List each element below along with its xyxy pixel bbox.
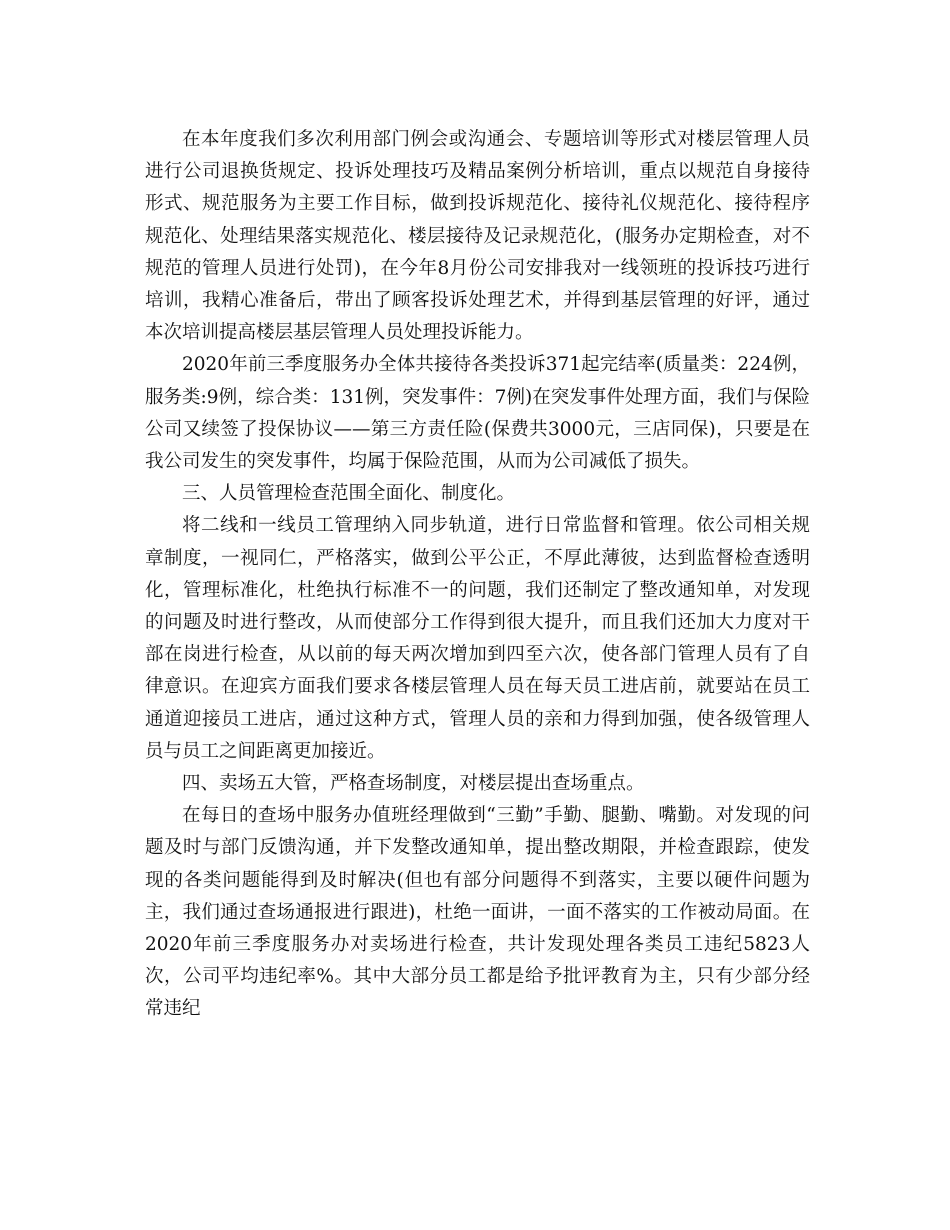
paragraph-personnel-management: 将二线和一线员工管理纳入同步轨道，进行日常监督和管理。依公司相关规章制度，一视同仁，严格落实，做到公平公正，不厚此薄彼，达到监督检查透明化，管理标准化，杜绝执行标准不一的问题，我们还制定了整改通知单，对发现的问题及时进行整改，从而使部分工作得到很大提升，而且我们还加大力度对干部在岗进行检查，从以前的每天两次增加到四至六次，使各部门管理人员有了自律意识。在迎宾方面我们要求各楼层管理人员在每天员工进店前，就要站在员工通道迎接员工进店，通过这种方式，管理人员的亲和力得到加强，使各级管理人员与员工之间距离更加接近。 xyxy=(145,515,810,762)
paragraph-complaint-training: 在本年度我们多次利用部门例会或沟通会、专题培训等形式对楼层管理人员进行公司退换货规定、投诉处理技巧及精品案例分析培训，重点以规范自身接待形式、规范服务为主要工作目标，做到投诉规范化、接待礼仪规范化、接待程序规范化、处理结果落实规范化、楼层接待及记录规范化，(服务办定期检查，对不规范的管理人员进行处罚)，在今年8月份公司安排我对一线领班的投诉技巧进行培训，我精心准备后，带出了顾客投诉处理艺术，并得到基层管理的好评，通过本次培训提高楼层基层管理人员处理投诉能力。 xyxy=(145,129,810,344)
section-heading-floor-inspection: 四、卖场五大管，严格查场制度，对楼层提出查场重点。 xyxy=(182,773,645,795)
paragraph-complaint-statistics: 2020年前三季度服务办全体共接待各类投诉371起完结率(质量类：224例，服务类:9例，综合类：131例，突发事件：7例)在突发事件处理方面，我们与保险公司又续签了投保协议——第三方责任险(保费共3000元，三店同保)，只要是在我公司发生的突发事件，均属于保险范围，从而为公司减低了损失。 xyxy=(145,354,810,473)
paragraph-floor-inspection: 在每日的查场中服务办值班经理做到“三勤”手勤、腿勤、嘴勤。对发现的问题及时与部门反馈沟通，并下发整改通知单，提出整改期限，并检查跟踪，使发现的各类问题能得到及时解决(但也有部分问题得不到落实，主要以硬件问题为主，我们通过查场通报进行跟进)，杜绝一面讲，一面不落实的工作被动局面。在2020年前三季度服务办对卖场进行检查，共计发现处理各类员工违纪5823人次，公司平均违纪率%。其中大部分员工都是给予批评教育为主，只有少部分经常违纪 xyxy=(145,805,810,1020)
document-body xyxy=(145,124,810,1026)
section-heading-personnel-management: 三、人员管理检查范围全面化、制度化。 xyxy=(182,483,516,505)
